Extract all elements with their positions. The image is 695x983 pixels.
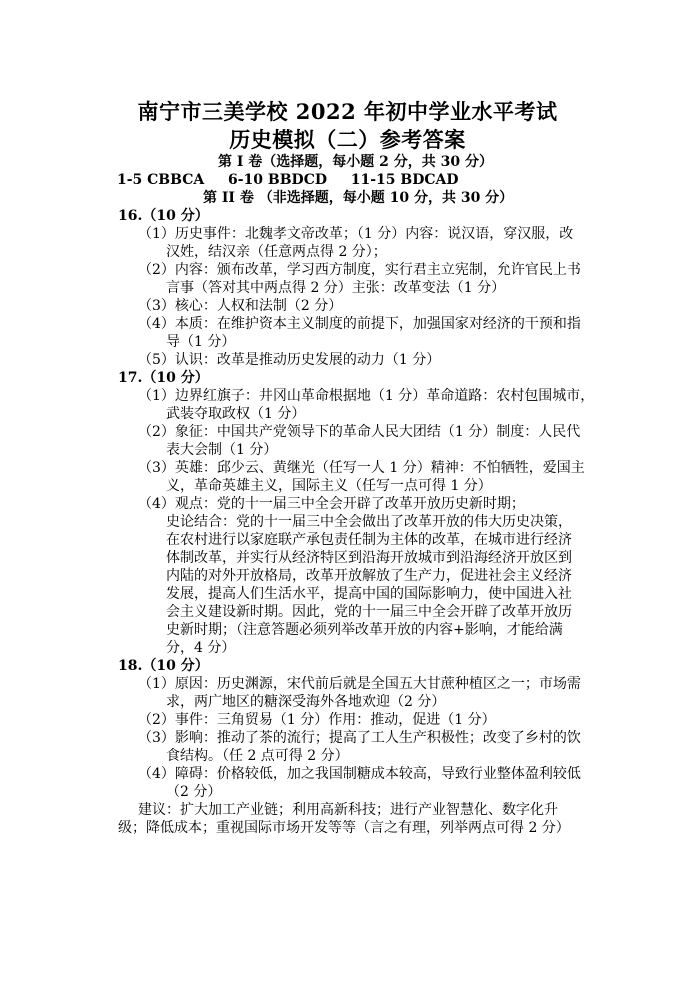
answer-line: 在农村进行以家庭联产承包责任制为主体的改革，在城市进行经济 [166, 532, 572, 548]
answer-line: 言事（答对其中两点得 2 分）主张：改革变法（1 分） [166, 280, 506, 296]
doc-title: 南宁市三美学校 2022 年初中学业水平考试 [137, 99, 558, 124]
answer-line: （2）象征：中国共产党领导下的革命人民大团结（1 分）制度：人民代 [138, 424, 581, 440]
answer-line: （4）本质：在维护资本主义制度的前提下，加强国家对经济的干预和指 [138, 316, 581, 332]
answer-line: （1）边界红旗子：井冈山革命根据地（1 分）革命道路：农村包围城市， [138, 388, 595, 404]
answer-line: （3）英雄：邱少云、黄继光（任写一人 1 分）精神：不怕牺牲，爱国主 [138, 460, 585, 476]
section-2-heading: 第 II 卷 （非选择题，每小题 10 分，共 30 分） [203, 190, 514, 206]
answer-line: 会主义建设新时期。因此，党的十一届三中全会开辟了改革开放历 [166, 604, 572, 620]
answer-line: 发展，提高人们生活水平，提高中国的国际影响力，使中国进入社 [166, 586, 572, 602]
answer-line: 导（1 分） [166, 334, 236, 350]
answer-line: （3）影响：推动了茶的流行；提高了工人生产积极性；改变了乡村的饮 [138, 730, 581, 746]
answer-line: 级；降低成本；重视国际市场开发等等（言之有理，列举两点可得 2 分） [118, 820, 570, 836]
question-18-heading: 18.（10 分） [118, 658, 209, 674]
answer-line: 食结构。（任 2 点可得 2 分） [166, 748, 349, 764]
answer-line: 史新时期；（注意答题必须列举改革开放的内容+影响，才能给满 [166, 622, 563, 638]
answer-line: （5）认识：改革是推动历史发展的动力（1 分） [138, 352, 441, 368]
answer-line: 武装夺取政权（1 分） [166, 406, 306, 422]
answer-line: 分，4 分） [166, 640, 236, 656]
answer-line: （2 分） [166, 784, 222, 800]
answer-line: （2）事件：三角贸易（1 分）作用：推动，促进（1 分） [138, 712, 496, 728]
answer-line: 内陆的对外开放格局，改革开放解放了生产力，促进社会主义经济 [166, 568, 572, 584]
question-16-heading: 16.（10 分） [118, 208, 209, 224]
answer-line: （1）原因：历史渊源，宋代前后就是全国五大甘蔗种植区之一；市场需 [138, 676, 581, 692]
answer-line: 汉姓，结汉亲（任意两点得 2 分）； [166, 244, 387, 260]
section-1-heading: 第 I 卷（选择题，每小题 2 分，共 30 分） [218, 154, 494, 170]
answer-line: 建议：扩大加工产业链；利用高新科技；进行产业智慧化、数字化升 [138, 802, 558, 818]
answer-line: （2）内容：颁布改革，学习西方制度，实行君主立宪制，允许官民上书 [138, 262, 581, 278]
answer-line: 义，革命英雄主义，国际主义（任写一点可得 1 分） [166, 478, 492, 494]
answer-line: （1）历史事件：北魏孝文帝改革；（1 分）内容：说汉语，穿汉服，改 [138, 226, 574, 242]
answer-line: （4）障碍：价格较低，加之我国制糖成本较高，导致行业整体盈利较低 [138, 766, 581, 782]
answer-line: 史论结合：党的十一届三中全会做出了改革开放的伟大历史决策， [166, 514, 572, 530]
answer-line: 表大会制（1 分） [166, 442, 278, 458]
answer-line: （4）观点：党的十一届三中全会开辟了改革开放历史新时期； [138, 496, 525, 512]
mc-answers: 1-5 CBBCA 6-10 BBDCD 11-15 BDCAD [117, 172, 459, 188]
answer-line: （3）核心：人权和法制（2 分） [138, 298, 343, 314]
answer-line: 体制改革，并实行从经济特区到沿海开放城市到沿海经济开放区到 [166, 550, 572, 566]
question-17-heading: 17.（10 分） [118, 370, 209, 386]
answer-line: 求，两广地区的糖深受海外各地欢迎（2 分） [166, 694, 446, 710]
doc-subtitle: 历史模拟（二）参考答案 [229, 127, 466, 152]
